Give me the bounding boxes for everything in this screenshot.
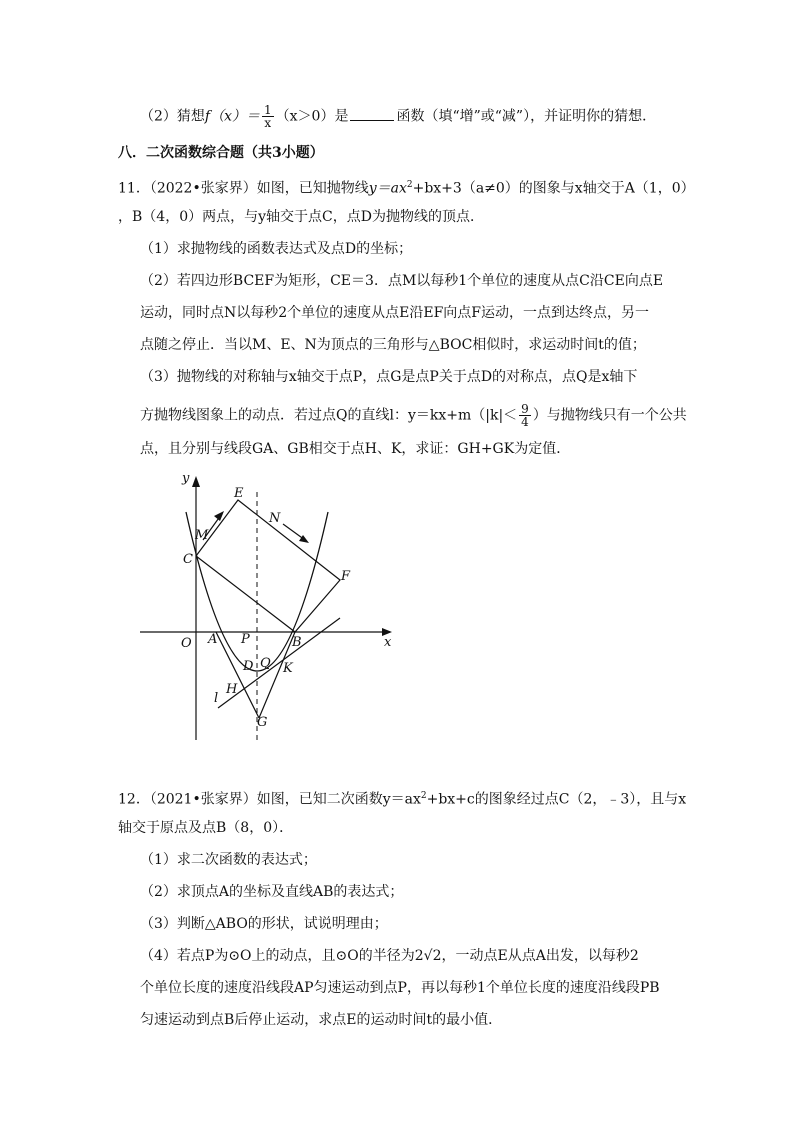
q11-part3b-pre: 方抛物线图象上的动点．若过点Q的直线l：y＝kx+m（|k|＜	[140, 407, 518, 424]
q11-part3a: （3）抛物线的对称轴与x轴交于点P，点G是点P关于点D的对称点，点Q是x轴下	[140, 369, 638, 385]
q10-cond: （x＞0）是	[275, 108, 349, 125]
q12-line1	[118, 786, 686, 810]
q10-frac-den: x	[264, 116, 272, 130]
label-G: G	[257, 715, 268, 730]
label-F: F	[341, 569, 351, 584]
q10-part2	[140, 104, 656, 129]
q10-fx: f（x）＝	[204, 108, 260, 125]
label-Q: Q	[260, 656, 271, 671]
q11-part2b: 运动，同时点N以每秒2个单位的速度从点E沿EF向点F运动，一点到达终点，另一	[140, 305, 650, 321]
q12-pre: 12．（2021•张家界）如图，已知二次函数y＝ax	[118, 791, 421, 808]
q11-line1	[118, 175, 695, 199]
label-E: E	[234, 486, 244, 501]
q11-line2: ，B（4，0）两点，与y轴交于点C，点D为抛物线的顶点．	[118, 209, 484, 225]
q10-suffix: 函数（填“增”或“减”），并证明你的猜想．	[396, 108, 657, 125]
q11-part1: （1）求抛物线的函数表达式及点D的坐标；	[140, 241, 413, 257]
label-C: C	[183, 552, 193, 567]
q11-figure	[130, 462, 410, 747]
q10-fraction	[262, 104, 274, 129]
q11-source: 11．（2022•张家界）如图，已知抛物线	[118, 180, 369, 197]
section-title: 八．二次函数综合题（共3小题）	[118, 145, 324, 161]
label-H: H	[226, 682, 238, 697]
q11-eq1: y＝ax	[368, 180, 407, 197]
q11-frac-den: 4	[521, 415, 529, 429]
q10-frac-num: 1	[264, 103, 272, 117]
q11-frac-num: 9	[521, 402, 529, 416]
label-O: O	[181, 636, 192, 651]
q11-part3c: 点，且分别与线段GA、GB相交于点H、K，求证：GH+GK为定值．	[140, 441, 571, 457]
label-x: x	[384, 635, 392, 650]
q12-part1: （1）求二次函数的表达式；	[140, 852, 317, 868]
q11-part3b	[140, 403, 687, 428]
label-P: P	[241, 632, 250, 647]
q12-part4c: 匀速运动到点B后停止运动，求点E的运动时间t的最小值．	[140, 1012, 503, 1028]
q11-sup: 2	[406, 180, 413, 190]
q11-fraction	[519, 403, 531, 428]
q12-post: +bx+c的图象经过点C（2，﹣3），且与x	[426, 791, 687, 808]
label-M: M	[195, 528, 209, 543]
q11-part2c: 点随之停止．当以M、E、N为顶点的三角形与△BOC相似时，求运动时间t的值；	[140, 337, 646, 353]
q12-line2: 轴交于原点及点B（8，0）．	[118, 820, 294, 836]
label-K: K	[283, 661, 293, 676]
q10-part2-prefix: （2）猜想	[140, 108, 205, 125]
q11-part3b-post: ）与抛物线只有一个公共	[532, 407, 687, 424]
q12-radical: √2	[423, 948, 442, 964]
q12-part4b: 个单位长度的速度沿线段AP匀速运动到点P，再以每秒1个单位长度的速度沿线段PB	[140, 980, 660, 996]
label-N: N	[269, 511, 281, 526]
q11-eq2: +bx+3（a≠0）的图象与x轴交于A（1，0）	[412, 180, 695, 197]
answer-blank	[350, 106, 394, 121]
q12-part2: （2）求顶点A的坐标及直线AB的表达式；	[140, 884, 404, 900]
label-D: D	[243, 659, 254, 674]
label-A: A	[208, 632, 218, 647]
label-B: B	[292, 635, 302, 650]
q12-part4a-post: ，一动点E从点A出发，以每秒2	[441, 948, 639, 964]
label-y: y	[182, 471, 190, 486]
q12-part4a-pre: （4）若点P为⊙O上的动点，且⊙O的半径为2	[140, 948, 424, 964]
q11-part2a: （2）若四边形BCEF为矩形，CE＝3．点M以每秒1个单位的速度从点C沿CE向点E	[140, 273, 664, 289]
label-l: l	[214, 691, 219, 706]
q12-part3: （3）判断△ABO的形状，试说明理由；	[140, 916, 388, 932]
q12-part4a	[140, 946, 639, 966]
q12-sup: 2	[420, 791, 427, 801]
